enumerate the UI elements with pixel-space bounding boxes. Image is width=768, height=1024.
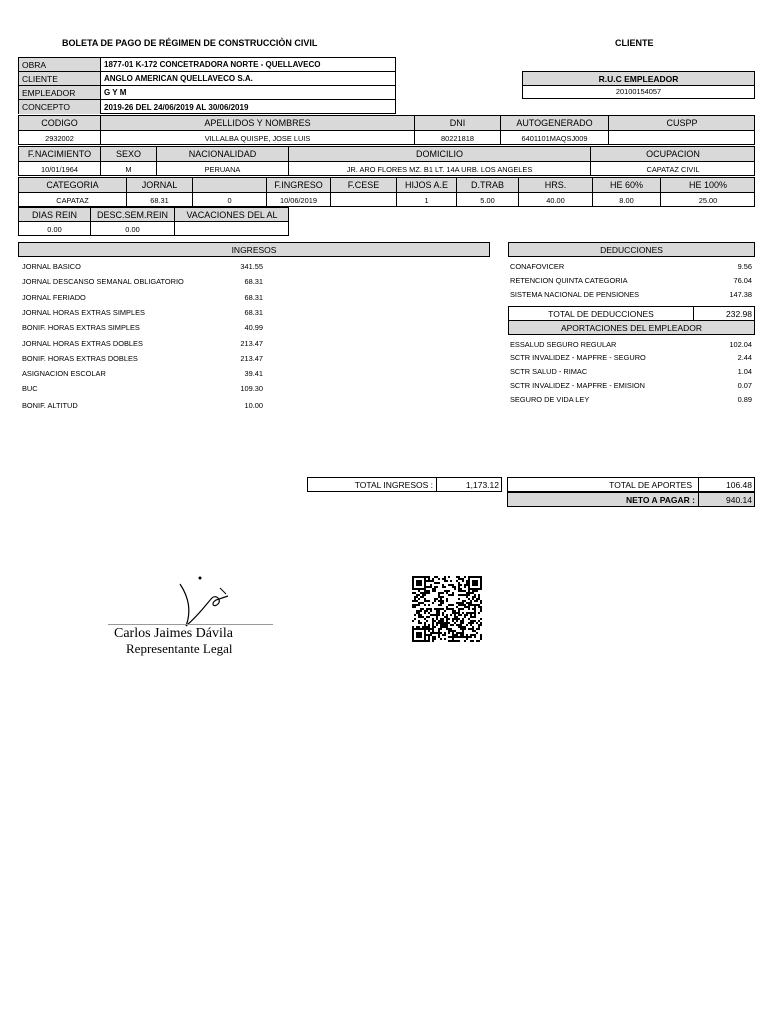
deduccion-item-value: 147.38 — [729, 290, 752, 299]
signature-scribble-icon — [150, 574, 240, 634]
info-row-concepto — [19, 100, 395, 114]
info-value: G Y M — [104, 88, 127, 97]
value-cuspp — [609, 131, 755, 145]
info-block — [18, 57, 396, 114]
ingreso-item-label: JORNAL DESCANSO SEMANAL OBLIGATORIO — [22, 277, 184, 286]
ingreso-item-value: 213.47 — [240, 339, 263, 348]
header-fcese: F.CESE — [331, 178, 397, 192]
employee-id-table — [18, 115, 755, 145]
ingreso-item-value: 10.00 — [244, 401, 263, 410]
ingreso-item-label: JORNAL FERIADO — [22, 293, 86, 302]
ingreso-item-label: JORNAL HORAS EXTRAS SIMPLES — [22, 308, 145, 317]
total-ingresos-box — [307, 477, 502, 492]
aportacion-item-value: 0.07 — [737, 381, 752, 390]
ingreso-item-label: ASIGNACION ESCOLAR — [22, 369, 106, 378]
total-aportes-box — [507, 477, 755, 492]
aportacion-item-value: 2.44 — [737, 353, 752, 362]
signature-role: Representante Legal — [126, 641, 233, 656]
table-row — [19, 162, 754, 176]
ingreso-item-label: JORNAL BASICO — [22, 262, 81, 271]
value-he60: 8.00 — [593, 193, 661, 207]
total-deducciones-label: TOTAL DE DEDUCCIONES — [509, 307, 694, 320]
ingreso-item-value: 109.30 — [240, 384, 263, 393]
table-row — [19, 222, 288, 236]
header-cuspp: CUSPP — [666, 118, 698, 128]
header-sexo: SEXO — [101, 147, 157, 161]
signature-name: Carlos Jaimes Dávila — [114, 626, 233, 641]
ruc-value: 20100154057 — [522, 85, 755, 99]
table-header-row — [19, 116, 754, 131]
info-row-empleador — [19, 86, 395, 100]
value-fnacimiento: 10/01/1964 — [19, 162, 101, 176]
neto-label: NETO A PAGAR : — [508, 493, 699, 506]
header-ocupacion: OCUPACION — [646, 149, 700, 159]
value-nacionalidad: PERUANA — [157, 162, 289, 176]
info-label: EMPLEADOR — [19, 86, 101, 99]
value-apellidos: VILLALBA QUISPE, JOSE LUIS — [101, 131, 415, 145]
value-domicilio: JR. ARO FLORES MZ. B1 LT. 14A URB. LOS ANGELES — [289, 162, 591, 176]
value-hijos: 1 — [397, 193, 457, 207]
info-row-obra — [19, 58, 395, 72]
ingreso-item-label: BUC — [22, 384, 38, 393]
header-blank — [193, 178, 267, 192]
total-aportes-value: 106.48 — [726, 479, 752, 490]
header-vacaciones: VACACIONES DEL AL — [186, 209, 278, 220]
ingreso-item-value: 68.31 — [244, 277, 263, 286]
ingreso-item-label: BONIF. HORAS EXTRAS SIMPLES — [22, 323, 140, 332]
header-hijos: HIJOS A.E — [397, 178, 457, 192]
info-label: OBRA — [19, 58, 101, 71]
info-value: 1877-01 K-172 CONCETRADORA NORTE - QUELLAVECO — [104, 60, 321, 69]
table-row — [19, 131, 754, 145]
value-codigo: 2932002 — [19, 131, 101, 145]
deducciones-header: DEDUCCIONES — [508, 242, 755, 257]
ingreso-item-label: BONIF. HORAS EXTRAS DOBLES — [22, 354, 138, 363]
table-header-row — [19, 208, 288, 222]
ruc-label: R.U.C EMPLEADOR — [522, 71, 755, 86]
employee-work-table — [18, 177, 755, 207]
value-descsemrein: 0.00 — [91, 222, 175, 236]
header-diasrein: DIAS REIN — [19, 208, 91, 221]
header-fnacimiento: F.NACIMIENTO — [19, 147, 101, 161]
header-jornal: JORNAL — [127, 178, 193, 192]
document-title: BOLETA DE PAGO DE RÉGIMEN DE CONSTRUCCIÒN CIVIL — [62, 38, 318, 48]
qr-code-icon — [412, 576, 482, 642]
ingreso-item-label: BONIF. ALTITUD — [22, 401, 78, 410]
ingreso-item-value: 68.31 — [244, 308, 263, 317]
ingreso-item-value: 213.47 — [240, 354, 263, 363]
table-row — [19, 193, 754, 207]
neto-a-pagar-box — [507, 492, 755, 507]
aportacion-item-label: SCTR INVALIDEZ - MAPFRE - EMISION — [510, 381, 645, 390]
value-fcese — [331, 193, 397, 207]
info-value: ANGLO AMERICAN QUELLAVECO S.A. — [104, 74, 253, 83]
total-deducciones-box — [508, 306, 755, 321]
deduccion-item-label: CONAFOVICER — [510, 262, 565, 271]
header-fingreso: F.INGRESO — [267, 178, 331, 192]
header-domicilio: DOMICILIO — [289, 147, 591, 161]
ingreso-item-label: JORNAL HORAS EXTRAS DOBLES — [22, 339, 143, 348]
aportacion-item-value: 102.04 — [729, 340, 752, 349]
deduccion-item-value: 76.04 — [733, 276, 752, 285]
header-dni: DNI — [415, 116, 501, 130]
value-diasrein: 0.00 — [19, 222, 91, 236]
header-descsemrein: DESC.SEM.REIN — [91, 208, 175, 221]
info-label: CLIENTE — [19, 72, 101, 85]
table-header-row — [19, 147, 754, 162]
value-dtrab: 5.00 — [457, 193, 519, 207]
aportacion-item-label: ESSALUD SEGURO REGULAR — [510, 340, 617, 349]
header-autogenerado: AUTOGENERADO — [501, 116, 609, 130]
ingreso-item-value: 341.55 — [240, 262, 263, 271]
deduccion-item-label: SISTEMA NACIONAL DE PENSIONES — [510, 290, 640, 299]
value-blank: 0 — [193, 193, 267, 207]
aportacion-item-label: SEGURO DE VIDA LEY — [510, 395, 590, 404]
header-he100: HE 100% — [688, 180, 728, 190]
deduccion-item-label: RETENCION QUINTA CATEGORIA — [510, 276, 628, 285]
rein-table — [18, 207, 289, 236]
ingreso-item-value: 39.41 — [244, 369, 263, 378]
header-codigo: CODIGO — [19, 116, 101, 130]
total-ingresos-value: 1,173.12 — [465, 479, 499, 490]
value-he100: 25.00 — [698, 195, 718, 205]
info-row-cliente — [19, 72, 395, 86]
value-ocupacion: CAPATAZ CIVIL — [646, 164, 700, 174]
value-autogenerado: 6401101MAQSJ009 — [501, 131, 609, 145]
total-ingresos-label: TOTAL INGRESOS : — [308, 478, 437, 491]
employee-personal-table — [18, 146, 755, 176]
aportacion-item-label: SCTR SALUD - RIMAC — [510, 367, 588, 376]
ingresos-header: INGRESOS — [18, 242, 490, 257]
value-sexo: M — [101, 162, 157, 176]
header-nacionalidad: NACIONALIDAD — [157, 147, 289, 161]
copy-label: CLIENTE — [615, 38, 654, 48]
header-apellidos: APELLIDOS Y NOMBRES — [101, 116, 415, 130]
aportaciones-header: APORTACIONES DEL EMPLEADOR — [508, 320, 755, 335]
value-fingreso: 10/06/2019 — [267, 193, 331, 207]
value-dni: 80221818 — [415, 131, 501, 145]
info-label: CONCEPTO — [19, 100, 101, 114]
ingreso-item-value: 40.99 — [244, 323, 263, 332]
deduccion-item-value: 9.56 — [737, 262, 752, 271]
header-hrs: HRS. — [519, 178, 593, 192]
neto-value: 940.14 — [726, 494, 752, 505]
info-value: 2019-26 DEL 24/06/2019 AL 30/06/2019 — [104, 102, 249, 112]
header-categoria: CATEGORIA — [19, 178, 127, 192]
value-hrs: 40.00 — [519, 193, 593, 207]
value-categoria: CAPATAZ — [19, 193, 127, 207]
header-dtrab: D.TRAB — [457, 178, 519, 192]
aportacion-item-value: 0.89 — [737, 395, 752, 404]
total-deducciones-value: 232.98 — [726, 308, 752, 319]
signature-line — [108, 624, 273, 625]
ingreso-item-value: 68.31 — [244, 293, 263, 302]
aportacion-item-value: 1.04 — [737, 367, 752, 376]
value-jornal: 68.31 — [127, 193, 193, 207]
total-aportes-label: TOTAL DE APORTES — [508, 478, 699, 491]
aportacion-item-label: SCTR INVALIDEZ - MAPFRE - SEGURO — [510, 353, 646, 362]
header-he60: HE 60% — [593, 178, 661, 192]
value-vacaciones — [175, 222, 289, 236]
table-header-row — [19, 178, 754, 193]
